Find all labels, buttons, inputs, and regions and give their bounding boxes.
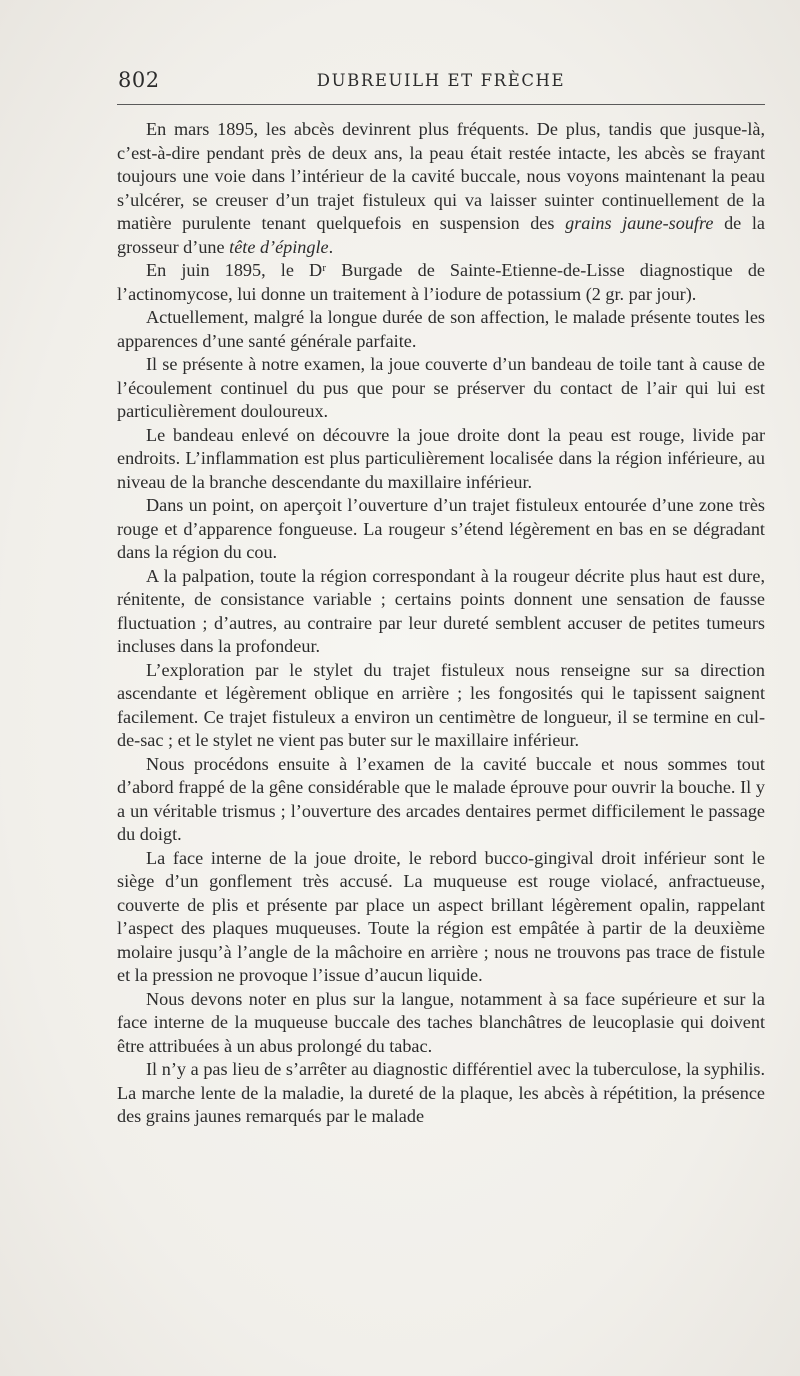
body-text: [117, 118, 765, 1129]
paragraph: [117, 424, 765, 495]
text-run: La face interne de la joue droite, le rebord bucco-gingival droit inférieur sont le siège d’un gonflement très accusé. La muqueuse est rouge violacé, anfractueuse, couverte de plis et présente par place un aspect brillant légèrement opalin, rappelant l’aspect des plaques muqueuses. Toute la région est empâtée à partir de la deuxième molaire jusqu’à l’angle de la mâchoire en arrière ; nous ne trouvons pas trace de fistule et la pression ne provoque l’issue d’aucun liquide.: [117, 847, 765, 985]
text-run: Il n’y a pas lieu de s’arrêter au diagnostic différentiel avec la tuberculose, la syphilis. La marche lente de la maladie, la dureté de la plaque, les abcès à répétition, la présence des grains jaunes remarqués par le malade: [117, 1059, 765, 1126]
paragraph: [117, 847, 765, 988]
paragraph: [117, 659, 765, 753]
paragraph: [117, 353, 765, 424]
paragraph: [117, 753, 765, 847]
text-run: Il se présente à notre examen, la joue couverte d’un bandeau de toile tant à cause de l’écoulement continuel du pus que pour se préserver du contact de l’air qui lui est particulièrement douloureux.: [117, 354, 765, 421]
running-head: DUBREUILH ET FRÈCHE: [316, 71, 566, 90]
text-run: Dans un point, on aperçoit l’ouverture d’un trajet fistuleux entourée d’une zone très rouge et d’apparence fongueuse. La rougeur s’étend légèrement en bas en se dégradant dans la région du cou.: [117, 495, 765, 562]
paragraph: [117, 118, 765, 259]
text-run: A la palpation, toute la région correspondant à la rougeur décrite plus haut est dure, rénitente, de consistance variable ; certains points donnent une sensation de fausse fluctuation ; d’autres, au contraire par leur dureté semblent accuser de petites tumeurs incluses dans la profondeur.: [117, 565, 765, 656]
text-run: Actuellement, malgré la longue durée de son affection, le malade présente toutes les apparences d’une santé générale parfaite.: [117, 307, 765, 351]
page-header: [117, 68, 765, 94]
text-run: Nous devons noter en plus sur la langue, notamment à sa face supérieure et sur la face interne de la muqueuse buccale des taches blanchâtres de leucoplasie qui doivent être attribuées à un abus prolongé du tabac.: [117, 988, 765, 1056]
text-run: de la grosseur d’une: [117, 213, 766, 257]
paragraph: [117, 259, 765, 306]
page-number: 802: [118, 68, 160, 92]
text-run: En mars 1895, les abcès devinrent plus fréquents. De plus, tandis que jusque-là, c’est-à-dire pendant près de deux ans, la peau était restée intacte, les abcès se frayant toujours une voie dans l’intérieur de la cavité buccale, nous voyons maintenant la peau s’ulcérer, se creuser d’un trajet fistuleux qui va laisser suinter continuellement de la matière purulente tenant quelquefois en suspension des: [117, 119, 765, 233]
paragraph: [117, 306, 765, 353]
paragraph: [117, 1058, 765, 1129]
text-run: L’exploration par le stylet du trajet fistuleux nous renseigne sur sa direction ascendante et légèrement oblique en arrière ; les fongosités qui le tapissent saignent facilement. Ce trajet fistuleux a environ un centimètre de longueur, il se termine en cul-de-sac ; et le stylet ne vient pas buter sur le maxillaire inférieur.: [117, 659, 765, 750]
paragraph: [117, 988, 765, 1059]
text-run: Le bandeau enlevé on découvre la joue droite dont la peau est rouge, livide par endroits. L’inflammation est plus particulièrement localisée dans la région inférieure, au niveau de la branche descendante du maxillaire inférieur.: [117, 424, 765, 492]
text-run: Nous procédons ensuite à l’examen de la cavité buccale et nous sommes tout d’abord frappé de la gêne considérable que le malade éprouve pour ouvrir la bouche. Il y a un véritable trismus ; l’ouverture des arcades dentaires permet difficilement le passage du doigt.: [117, 753, 765, 844]
text-run: .: [328, 236, 334, 257]
italic-text: tête d’épingle: [229, 236, 329, 257]
paragraph: [117, 565, 765, 659]
header-rule: [117, 104, 765, 105]
italic-text: grains jaune-soufre: [565, 213, 714, 233]
paragraph: [117, 494, 765, 565]
text-run: En juin 1895, le Dʳ Burgade de Sainte-Etienne-de-Lisse diagnostique de l’actinomycose, lui donne un traitement à l’iodure de potassium (2 gr. par jour).: [117, 260, 765, 304]
